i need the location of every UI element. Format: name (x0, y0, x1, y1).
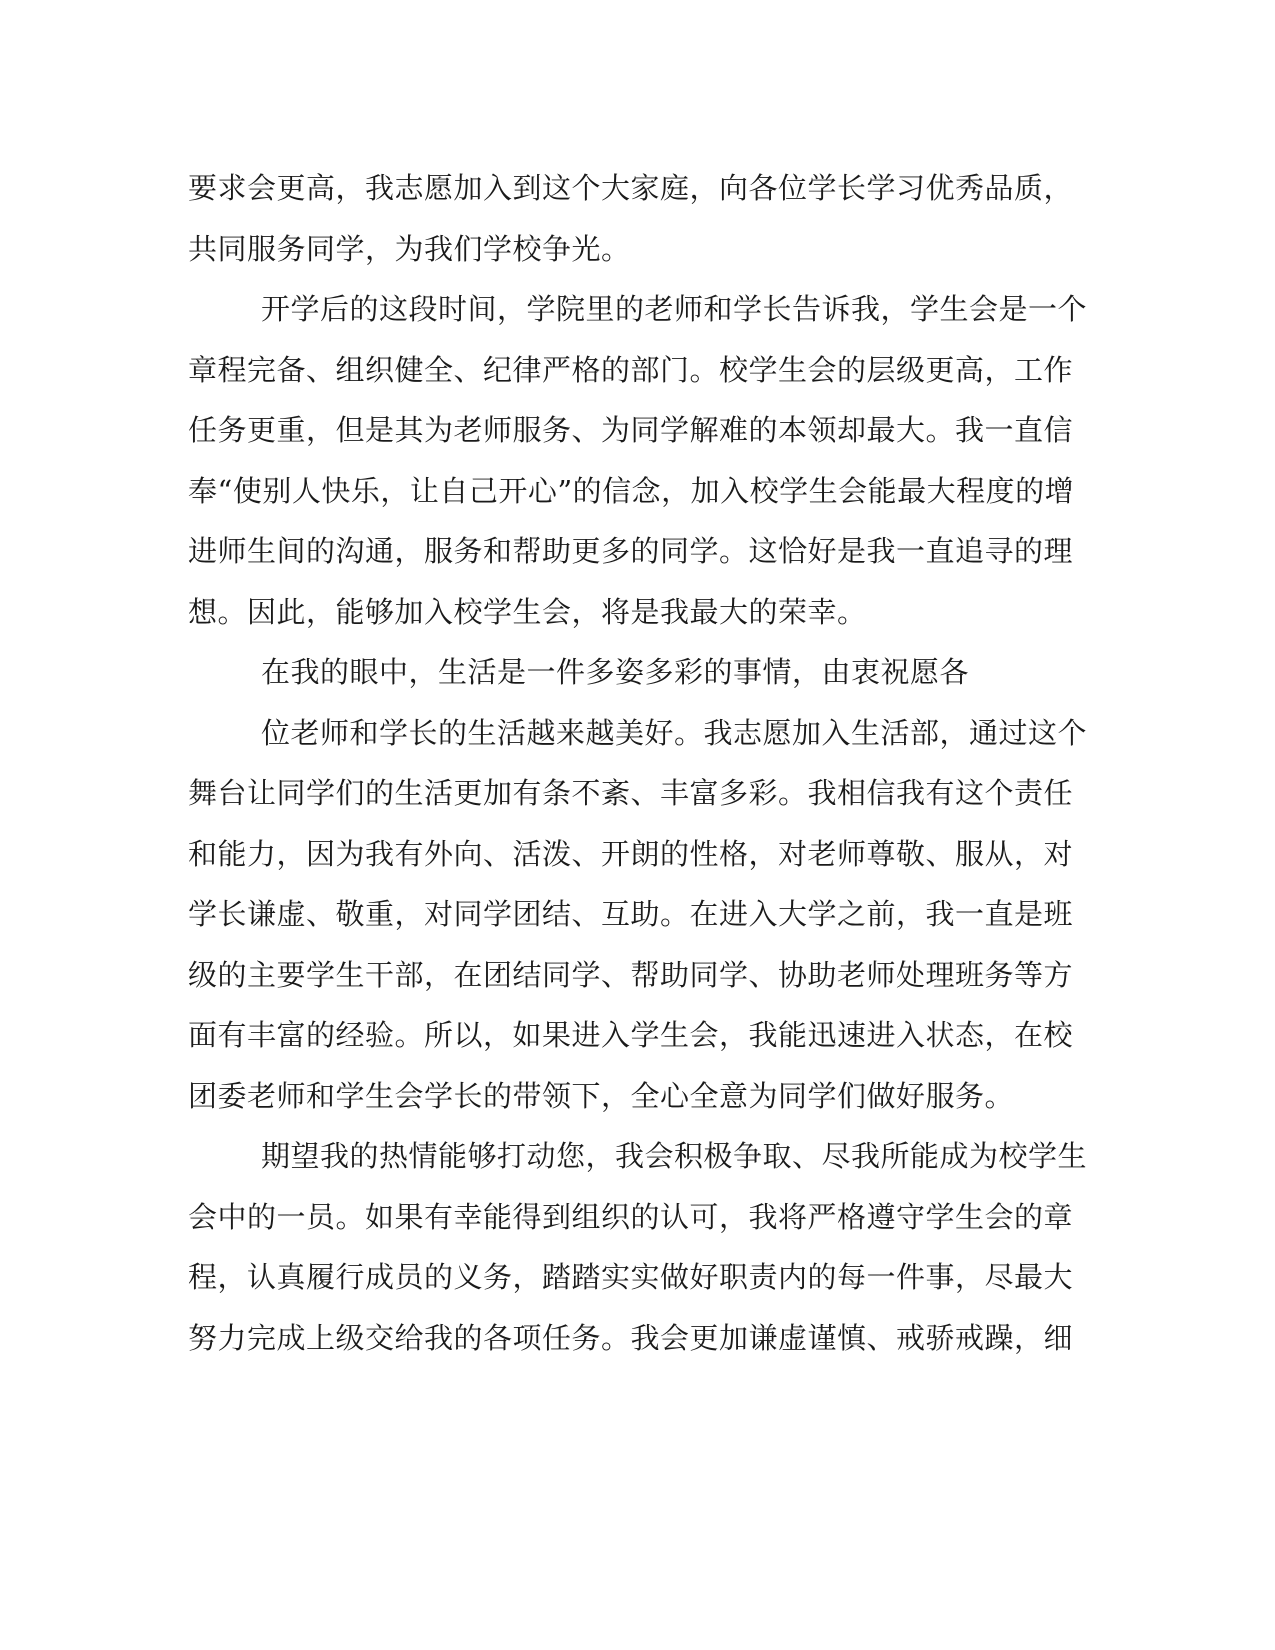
text-line: 努力完成上级交给我的各项任务。我会更加谦虚谨慎、戒骄戒躁，细 (188, 1320, 1074, 1355)
text-line: 团委老师和学生会学长的带领下，全心全意为同学们做好服务。 (188, 1078, 1015, 1113)
paragraph-start-line: 开学后的这段时间，学院里的老师和学长告诉我，学生会是一个 (261, 292, 1088, 326)
text-line: 想。因此，能够加入校学生会，将是我最大的荣幸。 (188, 594, 867, 629)
text-line: 级的主要学生干部，在团结同学、帮助同学、协助老师处理班务等方 (188, 957, 1074, 992)
paragraph-start-line: 位老师和学长的生活越来越美好。我志愿加入生活部，通过这个 (261, 715, 1088, 750)
text-line: 学长谦虚、敬重，对同学团结、互助。在进入大学之前，我一直是班 (188, 897, 1074, 931)
text-line: 程，认真履行成员的义务，踏踏实实做好职责内的每一件事，尽最大 (188, 1260, 1074, 1294)
text-line: 进师生间的沟通，服务和帮助更多的同学。这恰好是我一直追寻的理 (188, 534, 1074, 568)
text-line: 章程完备、组织健全、纪律严格的部门。校学生会的层级更高，工作 (188, 352, 1074, 387)
text-line: 面有丰富的经验。所以，如果进入学生会，我能迅速进入状态，在校 (188, 1018, 1074, 1052)
text-line: 会中的一员。如果有幸能得到组织的认可，我将严格遵守学生会的章 (188, 1199, 1074, 1234)
text-line: 和能力，因为我有外向、活泼、开朗的性格，对老师尊敬、服从，对 (188, 836, 1074, 871)
paragraph-start-line: 期望我的热情能够打动您，我会积极争取、尽我所能成为校学生 (261, 1139, 1088, 1173)
document-body (188, 158, 1088, 1368)
text-line: 奉“使别人快乐，让自己开心”的信念，加入校学生会能最大程度的增 (188, 473, 1075, 508)
text-line: 要求会更高，我志愿加入到这个大家庭，向各位学长学习优秀品质， (188, 171, 1074, 205)
text-line: 任务更重，但是其为老师服务、为同学解难的本领却最大。我一直信 (188, 413, 1074, 447)
text-line: 共同服务同学，为我们学校争光。 (188, 231, 631, 266)
paragraph-start-line: 在我的眼中，生活是一件多姿多彩的事情，由衷祝愿各 (261, 655, 970, 689)
text-line: 舞台让同学们的生活更加有条不紊、丰富多彩。我相信我有这个责任 (188, 776, 1074, 810)
